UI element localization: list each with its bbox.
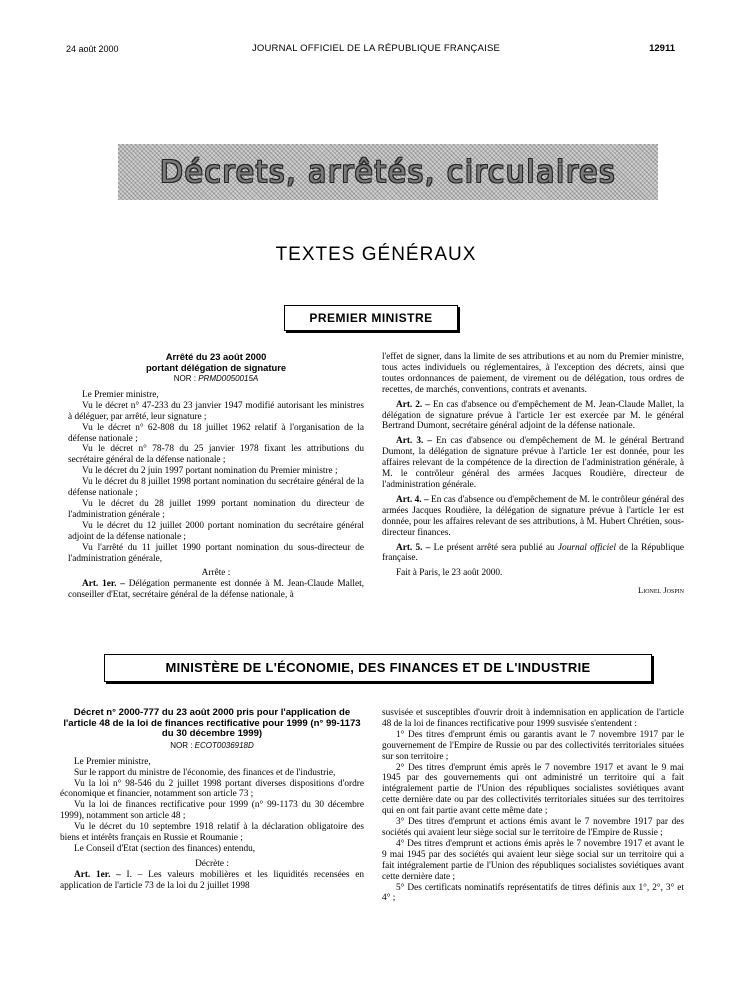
page-header	[0, 40, 752, 56]
decret-title: Décret n° 2000-777 du 23 août 2000 pris pour l'application de l'article 48 de la loi de finances rectificative pour 1999 (n° 99-1173 du 30 décembre 1999)	[63, 707, 361, 740]
arrete-title: Arrêté du 23 août 2000 portant délégation de signature	[145, 351, 287, 373]
premier-column-left	[68, 352, 364, 601]
paragraph: Le Conseil d'Etat (section des finances) entendu,	[74, 843, 256, 854]
paragraph: Le Premier ministre,	[74, 756, 151, 767]
article-1-continued: susvisée et susceptibles d'ouvrir droit à indemnisation en application de l'article 48 de la loi de finances rectificative pour 1999 susvisée s'entendent :	[382, 708, 684, 729]
paragraph: Vu l'arrêté du 11 juillet 1990 portant nomination du sous-directeur de l'administration générale,	[68, 542, 364, 564]
paragraph: Vu le décret n° 47-233 du 23 janvier 1947 modifié autorisant les ministres à déléguer, par arrêté, leur signature ;	[68, 400, 364, 422]
signature-name: Lionel Jospin	[638, 585, 684, 596]
section-title: TEXTES GÉNÉRAUX	[275, 244, 477, 265]
ministere-box: MINISTÈRE DE L'ÉCONOMIE, DES FINANCES ET DE L'INDUSTRIE	[104, 654, 652, 682]
paragraph: Vu la loi n° 98-546 du 2 juillet 1998 portant diverses dispositions d'ordre économique et financier, notamment son article 73 ;	[60, 778, 364, 800]
paragraph: Vu le décret du 2 juin 1997 portant nomination du Premier ministre ;	[82, 466, 338, 477]
ministere-column-left	[60, 708, 364, 892]
page-number: 12911	[649, 43, 675, 54]
signature-place-date: Fait à Paris, le 23 août 2000.	[396, 568, 503, 579]
paragraph: Vu le décret du 10 septembre 1918 relatif à la déclaration obligatoire des biens et intérêts français en Russie et Roumanie ;	[60, 822, 364, 844]
paragraph: Vu le décret du 12 juillet 2000 portant nomination du secrétaire général adjoint de la défense nationale ;	[68, 520, 364, 542]
list-item: 2° Des titres d'emprunt émis après le 7 novembre 1917 et avant le 9 mai 1945 par des gouvernements qui ont administré un territoire qui a fait intégralement partie de l'Union des républiques socialistes soviétiques avant cette dernière date ou par des collectivités territoriales situées sur des territoires qui en ont fait partie avant cette même date ;	[382, 762, 684, 817]
article-1-continued: l'effet de signer, dans la limite de ses attributions et au nom du Premier ministre, tous actes individuels ou réglementaires, à l'exception des décrets, ainsi que toutes ordonnances de paiement, de virement ou de délégation, tous ordres de recettes, de marchés, conventions, contrats et avenants.	[382, 352, 684, 395]
banner-text: Décrets, arrêtés, circulaires	[159, 154, 617, 190]
article-4: Art. 4. – En cas d'absence ou d'empêchement de M. le contrôleur général des armées Jacques Roudière, la délégation de signature prévue à l'article 1er est donnée, pour les affaires relevant de ses attributions, à M. Hubert Chrétien, sous-directeur finances.	[382, 494, 685, 538]
paragraph: Le Premier ministre,	[82, 389, 159, 400]
header-date: 24 août 2000	[66, 44, 119, 54]
list-item: 3° Des titres d'emprunt et actions émis avant le 7 novembre 1917 par des sociétés qui avaient leur siège social sur le territoire de l'Empire de Russie ;	[382, 817, 684, 838]
decret-nor: NOR : ECOT0036918D	[170, 740, 254, 750]
article-1: Art. 1er. – I. – Les valeurs mobilières et les liquidités recensées en application de l'article 73 de la loi du 2 juillet 1998	[60, 869, 364, 891]
paragraph: Vu le décret du 8 juillet 1998 portant nomination du secrétaire général de la défense nationale ;	[68, 477, 364, 499]
paragraph: Sur le rapport du ministre de l'économie, des finances et de l'industrie,	[74, 767, 336, 778]
article-5: Art. 5. – Le présent arrêté sera publié au Journal officiel de la République française.	[382, 542, 685, 564]
list-item: 4° Des titres d'emprunt et actions émis après le 7 novembre 1917 et avant le 9 mai 1945 par des sociétés qui avaient leur siège social sur un territoire qui a fait intégralement partie de l'Union des républiques socialistes soviétiques avant cette dernière date ;	[382, 838, 684, 882]
article-3: Art. 3. – En cas d'absence ou d'empêchement de M. le général Bertrand Dumont, la délégation de signature prévue à l'article 1er est donnée, pour les affaires relevant de la compétence de la direction de l'administration générale, à M. le contrôleur général des armées Jacques Roudière, directeur de l'administration générale.	[382, 436, 684, 490]
paragraph: Vu la loi de finances rectificative pour 1999 (n° 99-1173 du 30 décembre 1999), notamment son article 48 ;	[60, 800, 364, 822]
premier-ministre-box: PREMIER MINISTRE	[284, 305, 458, 331]
paragraph: Vu le décret du 28 juillet 1999 portant nomination du directeur de l'administration générale ;	[68, 498, 364, 520]
ministere-column-right	[382, 708, 684, 904]
list-item: 1° Des titres d'emprunt émis ou garantis avant le 7 novembre 1917 par le gouvernement de l'Empire de Russie ou par des collectivités territoriales situées sur son territoire ;	[382, 729, 684, 762]
article-2: Art. 2. – En cas d'absence ou d'empêchement de M. Jean-Claude Mallet, la délégation de signature prévue à l'article 1er est exercée par M. le général Bertrand Dumont, secrétaire général adjoint de la défense nationale.	[382, 399, 684, 432]
arrete-keyword: Arrête :	[201, 568, 231, 579]
paragraph: Vu le décret n° 78-78 du 25 janvier 1978 fixant les attributions du secrétaire général de la défense nationale ;	[68, 444, 364, 466]
journal-title: JOURNAL OFFICIEL DE LA RÉPUBLIQUE FRANÇAISE	[251, 43, 501, 54]
list-item: 5° Des certificats nominatifs représentatifs de titres définis aux 1°, 2°, 3° et 4° ;	[382, 882, 684, 904]
paragraph: Vu le décret n° 62-808 du 18 juillet 1962 relatif à l'organisation de la défense nationale ;	[68, 422, 364, 444]
premier-column-right	[382, 352, 684, 596]
arrete-nor: NOR : PRMD0050015A	[173, 374, 259, 383]
section-banner	[118, 144, 658, 200]
decrete-keyword: Décrète :	[195, 858, 229, 869]
article-1: Art. 1er. – Délégation permanente est donnée à M. Jean-Claude Mallet, conseiller d'Etat, secrétaire général de la défense nationale, à	[68, 579, 364, 601]
